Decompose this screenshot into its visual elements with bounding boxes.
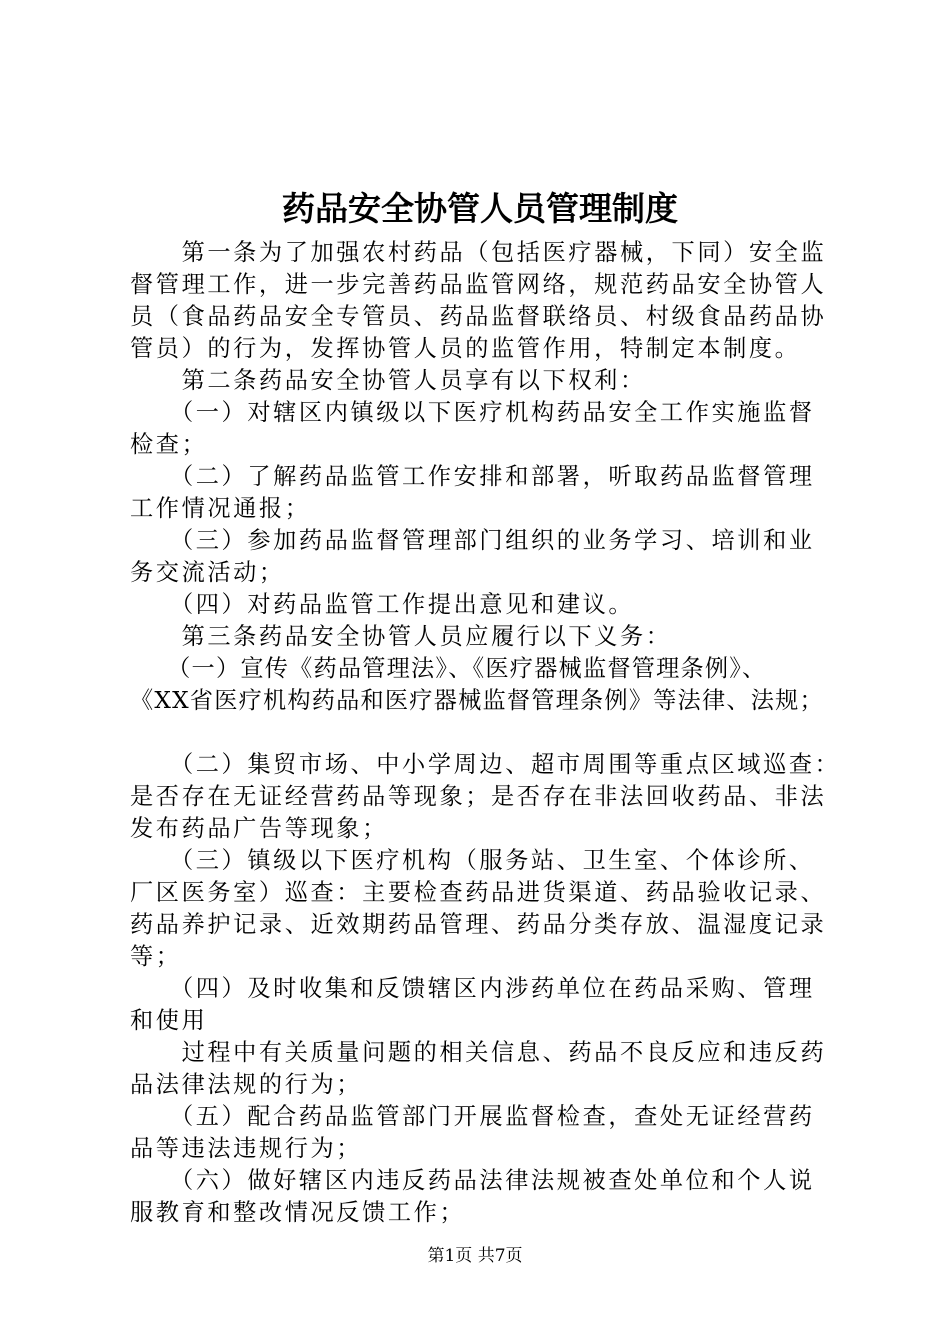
- body-line: 厂区医务室）巡查：主要检查药品进货渠道、药品验收记录、: [130, 879, 827, 906]
- body-line: （五）配合药品监管部门开展监督检查，查处无证经营药: [130, 1103, 815, 1130]
- page-footer: 第1页 共7页: [427, 1246, 523, 1266]
- body-line: （四）对药品监管工作提出意见和建议。: [130, 591, 635, 618]
- body-line: （六）做好辖区内违反药品法律法规被查处单位和个人说: [130, 1167, 815, 1194]
- body-line: 过程中有关质量问题的相关信息、药品不良反应和违反药: [130, 1039, 827, 1066]
- body-line: 第二条药品安全协管人员享有以下权利：: [130, 367, 646, 394]
- body-line: 员（食品药品安全专管员、药品监督联络员、村级食品药品协: [130, 303, 827, 330]
- body-line: 品等违法违规行为；: [130, 1135, 363, 1162]
- body-line: 是否存在无证经营药品等现象；是否存在非法回收药品、非法: [130, 783, 827, 810]
- body-line: 品法律法规的行为；: [130, 1071, 363, 1098]
- body-line: （一）宣传《药品管理法》、《医疗器械监督管理条例》、: [130, 655, 767, 682]
- body-line: 务交流活动；: [130, 559, 285, 586]
- body-line: （二）了解药品监管工作安排和部署，听取药品监督管理: [130, 463, 815, 490]
- body-line: 管员）的行为，发挥协管人员的监管作用，特制定本制度。: [130, 335, 801, 362]
- body-line: （三）参加药品监督管理部门组织的业务学习、培训和业: [130, 527, 815, 554]
- body-line: 第三条药品安全协管人员应履行以下义务：: [130, 623, 672, 650]
- body-line: 和使用: [130, 1007, 208, 1034]
- body-line: 《XX省医疗机构药品和医疗器械监督管理条例》等法律、法规；: [130, 687, 824, 714]
- document-title: 药品安全协管人员管理制度: [282, 189, 678, 228]
- body-line: 药品养护记录、近效期药品管理、药品分类存放、温湿度记录: [130, 911, 827, 938]
- body-line: （二）集贸市场、中小学周边、超市周围等重点区域巡查：: [130, 751, 841, 778]
- body-line: （三）镇级以下医疗机构（服务站、卫生室、个体诊所、: [130, 847, 815, 874]
- body-line: 工作情况通报；: [130, 495, 311, 522]
- body-line: 发布药品广告等现象；: [130, 815, 388, 842]
- body-line: （四）及时收集和反馈辖区内涉药单位在药品采购、管理: [130, 975, 815, 1002]
- body-line: 服教育和整改情况反馈工作；: [130, 1199, 466, 1226]
- body-line: 第一条为了加强农村药品（包括医疗器械，下同）安全监: [130, 239, 827, 266]
- body-line: （一）对辖区内镇级以下医疗机构药品安全工作实施监督: [130, 399, 815, 426]
- body-line: 督管理工作，进一步完善药品监管网络，规范药品安全协管人: [130, 271, 827, 298]
- body-line: 检查；: [130, 431, 208, 458]
- body-line: 等；: [130, 943, 182, 970]
